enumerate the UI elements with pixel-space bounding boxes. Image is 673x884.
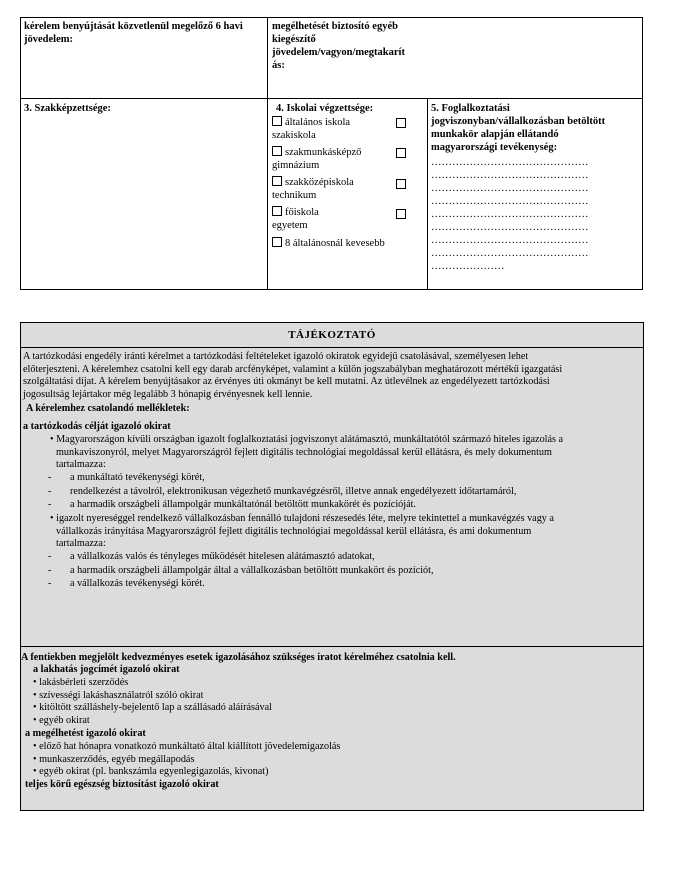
checkbox[interactable]	[396, 118, 406, 128]
table-border	[642, 17, 643, 290]
info-title: TÁJÉKOZTATÓ	[21, 323, 643, 348]
housing-list: • lakásbérleti szerződés • szívességi lakáshasználatról szóló okirat • kitöltött szálláshely-bejelentő lap a szállásadó aláírásával • egyéb okirat	[33, 677, 272, 726]
table-border	[20, 17, 643, 18]
education-option: főiskola egyetem	[272, 207, 319, 231]
checkbox[interactable]	[272, 237, 282, 247]
housing-heading: a lakhatás jogcímét igazoló okirat	[33, 664, 180, 675]
checkbox[interactable]	[396, 179, 406, 189]
bullet-2-dashes: - a vállalkozás valós és tényleges működését hitelesen alátámasztó adatokat, - a harmadik országbeli állampolgár által a vállalkozásban betöltött munkakört és pozíciót, - a vállalkozás tevékenységi körét.	[48, 551, 434, 590]
checkbox[interactable]	[396, 148, 406, 158]
attachments-heading: A kérelemhez csatolandó mellékletek:	[26, 403, 190, 414]
intro-paragraph: A tartózkodási engedély iránti kérelmet a tartózkodási feltételeket igazoló okiratok egyidejű csatolásával, személyesen lehet előterjeszteni. A kérelemhez csatolni kell egy darab arcfényképet, valamint a külön jogszabályban meghatározott mértékű igazgatási szolgáltatási díjat. A kérelem benyújtásakor az érvényes úti okmányt be kell mutatni. Az útlevélnek az engedélyezett tartózkodási jogosultság lejártakor még legalább 3 hónapig érvényesnek kell lennie.	[23, 351, 563, 400]
job-label: 5. Foglalkoztatási jogviszonyban/vállalkozásban betöltött munkakör alapján ellátandó magyarországi tevékenység:	[431, 103, 606, 153]
education-option: általános iskola szakiskola	[272, 117, 351, 141]
subsistence-heading: a megélhetést igazoló okirat	[25, 728, 146, 739]
bullet-2: • igazolt nyereséggel rendelkező vállalkozásban fennálló tulajdoni részesedés léte, melyre tekintettel a munkavégzés vagy a vállalkozás irányítása Magyarországról fejlett digitális technológiai megoldással kerül ellátásra, és ami dokumentum tartalmazza:	[50, 513, 554, 550]
table-border	[20, 98, 643, 99]
other-income-label: megélhetését biztosító egyéb kiegészítő jövedelem/vagyon/megtakarít ás:	[272, 21, 405, 71]
education-option: szakközépiskola technikum	[272, 177, 354, 201]
checkbox[interactable]	[272, 176, 282, 186]
skills-label: 3. Szakképzettsége:	[24, 103, 111, 114]
table-border	[267, 17, 268, 290]
info-box	[20, 322, 644, 811]
education-option: 8 általánosnál kevesebb	[272, 237, 427, 250]
lower-intro: A fentiekben megjelölt kedvezményes esetek igazolásához szükséges iratot kérelméhez csatolnia kell.	[21, 652, 456, 663]
checkbox[interactable]	[272, 146, 282, 156]
checkbox[interactable]	[396, 209, 406, 219]
income-label: kérelem benyújtását közvetlenül megelőző 6 havi jövedelem:	[24, 21, 243, 45]
education-label: 4. Iskolai végzettsége:	[276, 103, 374, 114]
insurance-heading: teljes körű egészség biztosítást igazoló okirat	[25, 779, 219, 790]
bullet-1-dashes: - a munkáltató tevékenységi körét, - rendelkezést a távolról, elektronikusan végezhető munkavégzésről, illetve annak engedélyezett időtartamáról, - a harmadik országbeli állampolgár munkáltatónál betöltött munkakörét és pozícióját.	[48, 472, 517, 511]
bullet-1: • Magyarországon kívüli országban igazolt foglalkoztatási jogviszonyt alátámasztó, munkáltatótól származó hiteles igazolás a munkaviszonyról, melyet Magyarországról fejlett digitális technológiai megoldással kerül ellátásra, és mely dokumentum tartalmazza:	[50, 434, 564, 471]
subsistence-list: • előző hat hónapra vonatkozó munkáltató által kiállított jövedelemigazolás • munkaszerződés, egyéb megállapodás • egyéb okirat (pl. bankszámla egyenlegigazolás, kivonat)	[33, 741, 341, 778]
purpose-heading: a tartózkodás célját igazoló okirat	[23, 421, 171, 432]
checkbox[interactable]	[272, 116, 282, 126]
table-border	[20, 289, 643, 290]
checkbox[interactable]	[272, 206, 282, 216]
table-border	[20, 17, 21, 290]
divider	[21, 646, 643, 647]
job-answer-field[interactable]: ……………………………………… ……………………………………… ……………………………………… ……………………………………… ……………………………………… ……………………………………… ……………………………………… ……………………………………… …………………	[431, 157, 589, 272]
education-option: szakmunkásképző gimnázium	[272, 147, 362, 171]
table-border	[427, 98, 428, 290]
